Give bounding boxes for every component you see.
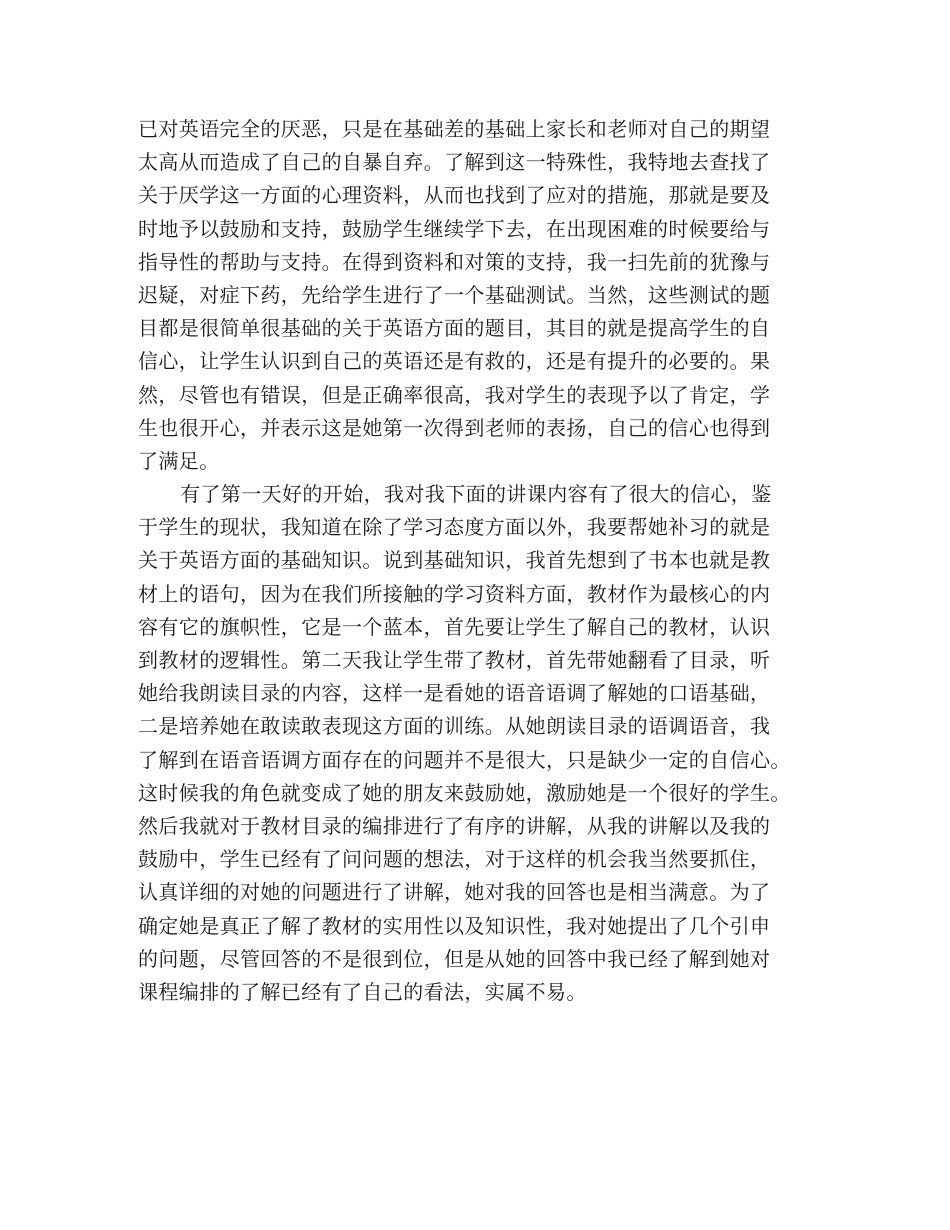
text-line-first: 有了第一天好的开始，我对我下面的讲课内容有了很大的信心，鉴 (180, 482, 772, 507)
text-line: 材上的语句，因为在我们所接触的学习资料方面，教材作为最核心的内 (138, 581, 771, 606)
text-line: 这时候我的角色就变成了她的朋友来鼓励她，激励她是一个很好的学生。 (138, 780, 791, 805)
text-line: 太高从而造成了自己的自暴自弃。了解到这一特殊性，我特地去查找了 (138, 150, 771, 175)
text-line: 容有它的旗帜性，它是一个蓝本，首先要让学生了解自己的教材，认识 (138, 614, 771, 639)
text-line: 生也很开心，并表示这是她第一次得到老师的表扬，自己的信心也得到 (138, 415, 771, 440)
paragraph-2 (138, 478, 818, 1009)
text-line: 她给我朗读目录的内容，这样一是看她的语音语调了解她的口语基础， (138, 681, 771, 706)
text-line: 了满足。 (138, 448, 220, 473)
text-line: 二是培养她在敢读敢表现这方面的训练。从她朗读目录的语调语音，我 (138, 714, 771, 739)
text-line: 关于英语方面的基础知识。说到基础知识，我首先想到了书本也就是教 (138, 548, 771, 573)
text-line: 确定她是真正了解了教材的实用性以及知识性，我对她提出了几个引申 (138, 913, 771, 938)
text-line: 于学生的现状，我知道在除了学习态度方面以外，我要帮她补习的就是 (138, 515, 771, 540)
text-line: 课程编排的了解已经有了自己的看法，实属不易。 (138, 979, 587, 1004)
text-line: 鼓励中，学生已经有了问问题的想法，对于这样的机会我当然要抓住， (138, 847, 771, 872)
text-line: 的问题，尽管回答的不是很到位，但是从她的回答中我已经了解到她对 (138, 946, 771, 971)
text-line: 迟疑，对症下药，先给学生进行了一个基础测试。当然，这些测试的题 (138, 282, 771, 307)
text-line: 指导性的帮助与支持。在得到资料和对策的支持，我一扫先前的犹豫与 (138, 249, 771, 274)
text-line: 然后我就对于教材目录的编排进行了有序的讲解，从我的讲解以及我的 (138, 813, 771, 838)
text-line: 关于厌学这一方面的心理资料，从而也找到了应对的措施，那就是要及 (138, 183, 771, 208)
text-line: 已对英语完全的厌恶，只是在基础差的基础上家长和老师对自己的期望 (138, 117, 771, 141)
text-line: 了解到在语音语调方面存在的问题并不是很大，只是缺少一定的自信心。 (138, 747, 791, 772)
paragraph-1 (138, 113, 818, 478)
text-line: 信心，让学生认识到自己的英语还是有救的，还是有提升的必要的。果 (138, 349, 771, 374)
text-line: 目都是很简单很基础的关于英语方面的题目，其目的就是提高学生的自 (138, 316, 771, 341)
text-line: 然，尽管也有错误，但是正确率很高，我对学生的表现予以了肯定，学 (138, 382, 771, 407)
text-line: 时地予以鼓励和支持，鼓励学生继续学下去，在出现困难的时候要给与 (138, 216, 771, 241)
text-line: 到教材的逻辑性。第二天我让学生带了教材，首先带她翻看了目录，听 (138, 648, 771, 672)
document-body (138, 113, 818, 1009)
text-line: 认真详细的对她的问题进行了讲解，她对我的回答也是相当满意。为了 (138, 880, 771, 905)
